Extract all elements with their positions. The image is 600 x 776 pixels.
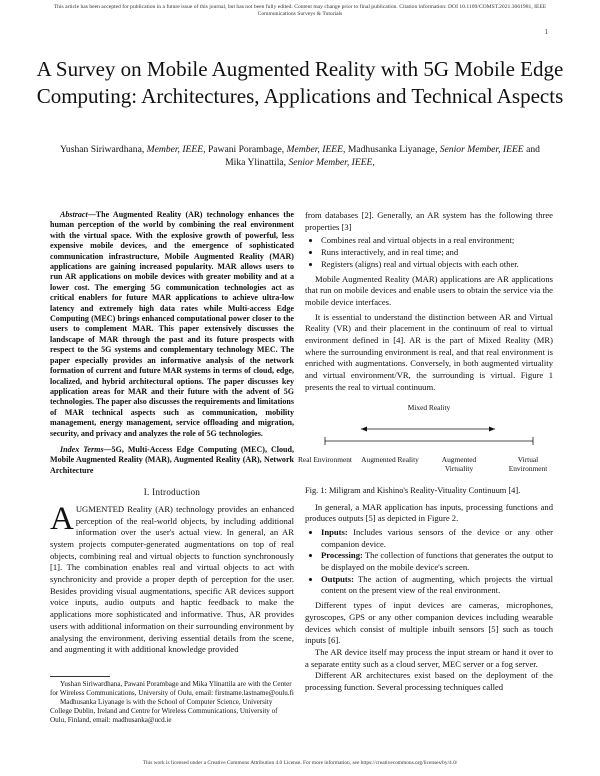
author-2-role: Member, IEEE, <box>286 144 346 155</box>
list-item: • Combines real and virtual objects in a real environment; <box>321 235 553 247</box>
figure-1-caption: Fig. 1: Miligram and Kishino's Reality-Vituality Continuum [4]. <box>305 485 521 495</box>
list-item: • Runs interactively, and in real time; and <box>321 247 553 259</box>
index-terms-label: Index Terms <box>60 444 104 454</box>
right-paragraph-2: It is essential to understand the distinction between AR and Virtual Reality (VR) and their placement in the continuum of real to virtual environment defined in [4]. AR is the part of Mixed Reality (MR) where the surrounding environment is real, and that real environment is enriched with augmentations. Conversely, in both augmented virtuality and virtual environment/VR, the surrounding is virtual. Figure 1 presents the real to virtual continuum. <box>305 311 553 392</box>
author-1-role: Member, IEEE, <box>146 144 206 155</box>
mar-components-list <box>305 527 553 597</box>
figure-label: Augmented Reality <box>361 454 419 464</box>
right-paragraph-3: In general, a MAR application has inputs, processing functions and produces outputs [5] as depicted in Figure 2. <box>305 501 553 524</box>
list-item-term: Outputs: <box>321 573 354 584</box>
list-item-text: Includes various sensors of the device or any other companion device. <box>321 526 553 549</box>
right-paragraph-0: from databases [2]. Generally, an AR system has the following three properties [3] <box>305 210 553 232</box>
abstract <box>50 210 294 439</box>
author-3-role: Senior Member, IEEE <box>439 144 524 155</box>
footnote-2: Madhusanka Liyanage is with the School of Computer Science, University College Dublin, Ireland and Centre for Wireless Communications, University of Oulu, Finland, email: madhusanka@ucd.ie <box>50 698 278 725</box>
index-terms-text: —5G, Multi-Access Edge Computing (MEC), Cloud, Mobile Augmented Reality (MAR), Augmented Reality (AR), Network Architecture <box>50 444 295 475</box>
list-item <box>321 574 553 597</box>
right-paragraph-4: Different types of input devices are cameras, microphones, gyroscopes, GPS or any other companion devices including wearable devices which consist of multiple inbuilt sensors [5] such as touch inputs [6]. <box>305 600 553 646</box>
list-item <box>321 550 553 573</box>
journal-header <box>30 4 570 18</box>
author-4-role: Senior Member, IEEE, <box>288 157 375 168</box>
left-column <box>50 210 294 656</box>
abstract-text: —The Augmented Reality (AR) technology enhances the human perception of the world by combining the real environment with the virtual space. With the explosive growth of powerful, less expensive mobile devices, and the emergence of sophisticated communication infrastructure, Mobile Augmented Reality (MAR) applications are gaining increased popularity. MAR allows users to run AR applications on mobile devices with greater mobility and at a lower cost. The emerging 5G communication technologies act as critical enablers for future MAR applications to achieve ultra-low latency and extremely high data rates while Multi-access Edge Computing (MEC) brings enhanced computational power closer to the users to complement MAR. This paper extensively discusses the landscape of MAR through the past and its future prospects with respect to the 5G systems and complementary technology MEC. The paper especially provides an informative analysis of the network formation of current and future MAR systems in terms of cloud, edge, localized, and hybrid architectural options. The paper discusses key application areas for MAR and their future with the advent of 5G technologies. The paper also discusses the requirements and limitations of MAR technical aspects such as communication, mobility management, energy management, service offloading and migration, security, and privacy and analyzes the role of 5G technologies. <box>50 210 294 438</box>
figure-label: Virtual Environment <box>508 454 548 473</box>
right-paragraph-1: Mobile Augmented Reality (MAR) applications are AR applications that run on mobile devices and enable users to obtain the service via the mobile device interfaces. <box>305 273 553 307</box>
author-2: Pawani Porambage, <box>207 144 285 155</box>
header-line-2: Communications Surveys & Tutorials <box>257 11 343 17</box>
abstract-label: Abstract <box>60 210 88 219</box>
footnote-1: Yushan Siriwardhana, Pawani Porambage and Mika Ylinattila are with the Center for Wireless Communications, University of Oulu, email: firstname.lastname@oulu.fi <box>50 680 294 698</box>
right-paragraph-6: Different AR architectures exist based on the deployment of the processing function. Several processing techniques called <box>305 670 553 693</box>
list-item-term: Inputs: <box>321 526 348 537</box>
index-terms <box>50 445 294 476</box>
figure-label: Real Environment <box>298 454 352 464</box>
first-word: UGMENTED <box>75 503 125 514</box>
mixed-reality-label: Mixed Reality <box>407 402 451 412</box>
author-3: Madhusanka Liyanage, <box>347 144 438 155</box>
footnotes <box>50 680 294 725</box>
page-number: 1 <box>544 28 548 36</box>
header-line-1: This article has been accepted for publication in a future issue of this journal, but has not been fully edited. Content may change prior to final publication. Citation information: DOI 10.1109/COMST.2021.3061981, IEEE <box>53 4 547 10</box>
paper-title: A Survey on Mobile Augmented Reality with 5G Mobile Edge Computing: Architectures, Applications and Technical Aspects <box>36 57 564 108</box>
figure-label: Augmented Virtuality <box>441 454 477 473</box>
list-item: • Registers (aligns) real and virtual objects with each other. <box>321 259 553 271</box>
list-item-text: The action of augmenting, which projects the virtual content on the present view of the real environment. <box>321 573 553 596</box>
intro-text: Reality (AR) technology provides an enhanced perception of the real-world objects, by including additional information over the user's actual view. In general, an AR system projects computer-generated augmentations on top of real objects, combining real and virtual objects to function synchronously [1]. The combination enables real and virtual objects to act with synchronicity and provide a proper depth of perception for the user. Besides providing visual augmentations, specific AR devices support voice inputs, audio outputs and haptic feedback to make the applications more sophisticated and informative. Thus, AR provides users with additional information on their surrounding environment by analysing the environment, deriving essential details from the scene, and augmenting it with additional knowledge provided <box>50 503 294 655</box>
list-item <box>321 527 553 550</box>
author-1: Yushan Siriwardhana, <box>60 144 145 155</box>
intro-paragraph <box>50 500 294 656</box>
list-item-text: The collection of functions that generates the output to be displayed on the mobile device's screen. <box>321 550 553 573</box>
right-column <box>298 210 553 694</box>
author-4: Mika Ylinattila, <box>225 157 287 168</box>
author-and: and <box>526 144 540 155</box>
ar-properties-list <box>305 235 553 270</box>
arrow-right-icon <box>489 426 495 431</box>
list-item-term: Processing: <box>321 550 363 561</box>
section-heading: I. Introduction <box>143 487 201 498</box>
figure-1 <box>298 401 553 481</box>
right-paragraph-5: The AR device itself may process the input stream or hand it over to a separate entity such as a cloud server, MEC server or a fog server. <box>305 646 553 669</box>
footnote-divider <box>50 676 110 677</box>
license-footer: This work is licensed under a Creative Commons Attribution 4.0 License. For more information, see https://creativecommons.org/licenses/by/4.0/ <box>142 760 458 766</box>
drop-cap: A <box>50 500 74 537</box>
author-list <box>60 143 540 169</box>
arrow-left-icon <box>361 426 367 431</box>
